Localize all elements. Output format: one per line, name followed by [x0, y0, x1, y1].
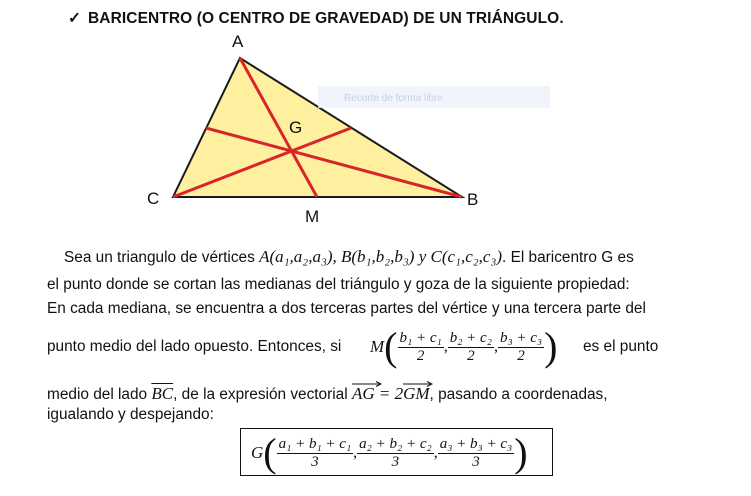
- m-fraction-1: $\frac{\text{b₁ + c₁}}{2}$: [399, 329, 442, 364]
- vertex-label-a: A: [232, 32, 244, 51]
- m-fraction-2: $\frac{\text{b₂ + c₂}}{2}$: [449, 329, 492, 364]
- paragraph-line-6: igualando y despejando:: [47, 406, 214, 423]
- heading-title: BARICENTRO (O CENTRO DE GRAVEDAD) DE UN TRIÁNGULO.: [88, 10, 564, 27]
- centroid-formula: G ( $\frac{\text{a₁ + b₁ + c₁}}{3}$ , $\frac{\text{a₂ + b₂ + c₂}}{3}$ , $\frac{\text{a₃ + b₃ + c₃}}{3}$ ): [251, 430, 528, 475]
- g-fraction-1: $\frac{\text{a₁ + b₁ + c₁}}{3}$: [278, 435, 352, 470]
- triangle-figure: [0, 0, 751, 240]
- m-midpoint-formula: M ( $\frac{\text{b₁ + c₁}}{2}$ , $\frac{\text{b₂ + c₂}}{2}$ , $\frac{\text{b₃ + c₃}}{2}$ ): [370, 324, 558, 369]
- vector-ag: AG: [352, 385, 375, 403]
- centroid-label-g: G: [289, 118, 303, 137]
- paragraph-line-5: medio del lado $\overline{BC}$, de la expresión vectorial AG = 2GM , pasando a coordenadas,: [47, 385, 608, 404]
- vertices-math: A(a₁,a₂,a₃), B(b₁,b₂,b₃) y C(c₁,c₂,c₃): [259, 247, 503, 266]
- paragraph-line-3: En cada mediana, se encuentra a dos terceras partes del vértice y una tercera parte del: [47, 300, 646, 317]
- triangle: [173, 58, 462, 197]
- vector-gm: GM: [403, 385, 429, 403]
- vertex-label-b: B: [467, 190, 479, 209]
- paragraph-line-4-end: es el punto: [583, 338, 659, 355]
- centroid-formula-box: [240, 428, 553, 476]
- g-fraction-3: $\frac{\text{a₃ + b₃ + c₃}}{3}$: [439, 435, 513, 470]
- midpoint-label-m: M: [305, 207, 320, 226]
- check-bullet-icon: ✓: [68, 10, 82, 27]
- segment-bc: $\overline{BC}$: [151, 384, 174, 403]
- paragraph-line-1: Sea un triangulo de vértices A(a₁,a₂,a₃), B(b₁,b₂,b₃) y C(c₁,c₂,c₃). El baricentro G es: [64, 247, 634, 266]
- paragraph-line-4: punto medio del lado opuesto. Entonces, si: [47, 338, 342, 355]
- m-fraction-3: $\frac{\text{b₃ + c₃}}{2}$: [499, 329, 543, 364]
- g-fraction-2: $\frac{\text{a₂ + b₂ + c₂}}{3}$: [359, 435, 432, 470]
- vertex-label-c: C: [147, 189, 160, 208]
- paragraph-line-2: el punto donde se cortan las medianas del triángulo y goza de la siguiente propiedad:: [47, 276, 630, 293]
- watermark-text: Recorte de forma libre: [344, 93, 443, 104]
